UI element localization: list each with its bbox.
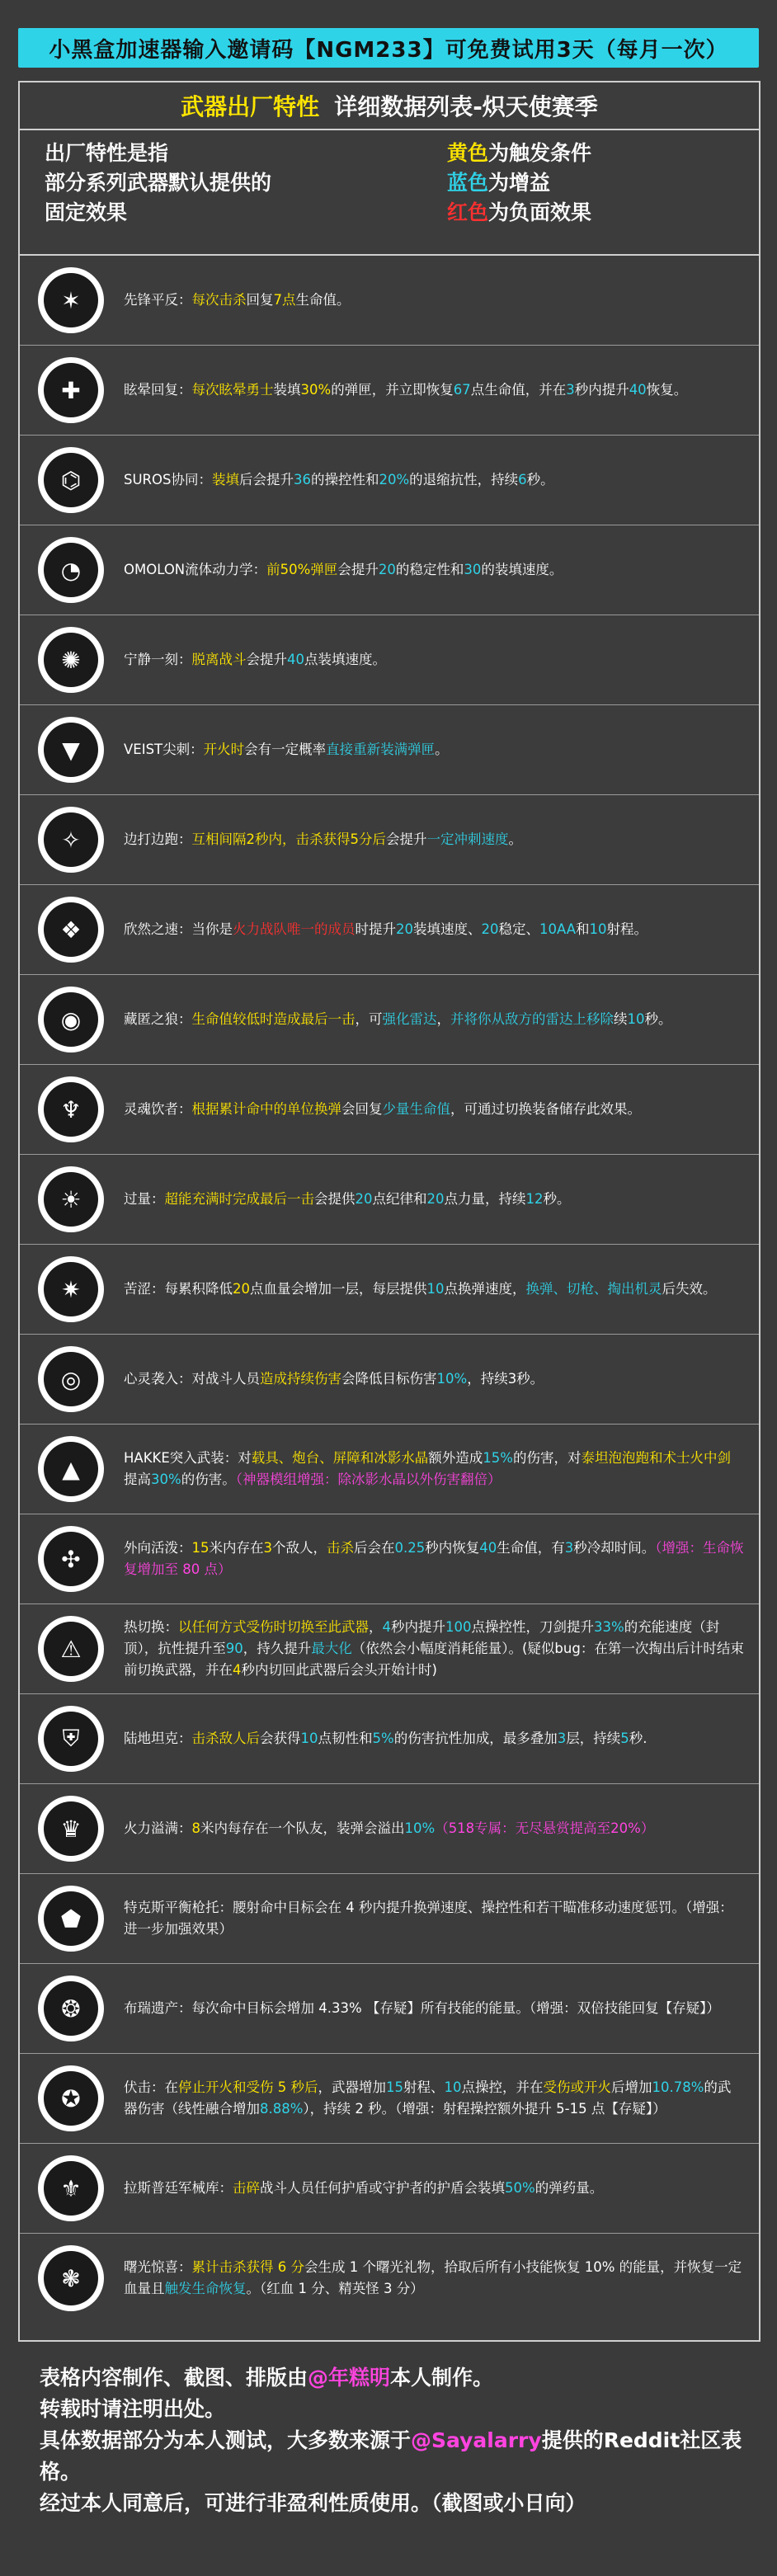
perk-row — [20, 1874, 759, 1964]
heart-drop-icon: ✚ — [38, 357, 104, 423]
dawn-light-icon: ❃ — [38, 2245, 104, 2311]
dagger-circle-icon: ✧ — [38, 807, 104, 873]
perk-description: 布瑞遗产：每次命中目标会增加 4.33% 【存疑】所有技能的能量。（增强：双倍技能回复【存疑】） — [124, 2000, 720, 2016]
land-tank-icon: ⛨ — [38, 1706, 104, 1772]
mind-eye-icon: ◎ — [38, 1346, 104, 1412]
legend-line: 固定效果 — [45, 200, 128, 224]
footer-line: 表格内容制作、截图、排版由@年糕明本人制作。 — [40, 2366, 494, 2390]
perk-row — [20, 795, 759, 885]
perk-description: 心灵袭入：对战斗人员造成持续伤害会降低目标伤害10%，持续3秒。 — [124, 1371, 544, 1387]
perk-row — [20, 2144, 759, 2234]
suros-logo-icon: ⌬ — [38, 447, 104, 513]
perk-description: 陆地坦克：击杀敌人后会获得10点韧性和5%的伤害抗性加成，最多叠加3层，持续5秒. — [124, 1731, 648, 1746]
perk-description: OMOLON流体动力学：前50%弹匣会提升20的稳定性和30的装填速度。 — [124, 562, 563, 577]
perk-description: 曙光惊喜：累计击杀获得 6 分会生成 1 个曙光礼物，拾取后所有小技能恢复 10% 的能量，并恢复一定血量且触发生命恢复。（红血 1 分、精英怪 3 分） — [124, 2259, 742, 2296]
perk-row — [20, 615, 759, 705]
omolon-logo-icon: ◔ — [38, 537, 104, 603]
perk-description: HAKKE突入武装：对载具、炮台、屏障和冰影水晶额外造成15%的伤害，对泰坦泡泡跑和术士火中剑提高30%的伤害。（神器模组增强：除冰影水晶以外伤害翻倍） — [124, 1450, 731, 1487]
perk-row — [20, 1604, 759, 1694]
perk-row — [20, 885, 759, 975]
footer-line: 具体数据部分为本人测试，大多数来源于@Sayalarry提供的Reddit社区表格。 — [40, 2428, 742, 2484]
perk-description: 特克斯平衡枪托：腰射命中目标会在 4 秒内提升换弹速度、操控性和若干瞄准移动速度惩罚。（增强：进一步加强效果） — [124, 1900, 733, 1937]
perk-description: 伏击：在停止开火和受伤 5 秒后，武器增加15射程、10点操控，并在受伤或开火后增加10.78%的武器伤害（线性融合增加8.88%），持续 2 秒。（增强：射程操控额外提升 5-15 点【存疑】） — [124, 2079, 732, 2117]
perk-description: VEIST尖刺：开火时会有一定概率直接重新装满弹匣。 — [124, 742, 449, 757]
color-key-blue: 蓝色为增益 — [447, 171, 551, 195]
color-key-yellow: 黄色为触发条件 — [447, 141, 592, 165]
footer-line: 经过本人同意后，可进行非盈利性质使用。（截图或小日向） — [40, 2491, 586, 2515]
lasbay-armory-icon: ⚜ — [38, 2155, 104, 2221]
perk-row — [20, 1335, 759, 1425]
perk-row — [20, 256, 759, 346]
legend-line: 出厂特性是指 — [45, 141, 169, 165]
perk-row — [20, 1964, 759, 2054]
outward-calm-icon: ✣ — [38, 1526, 104, 1592]
perk-row — [20, 1784, 759, 1874]
title-highlight: 武器出厂特性 — [181, 93, 320, 120]
perk-row — [20, 1245, 759, 1335]
fang-icon: ▼ — [38, 717, 104, 783]
perk-rows — [20, 256, 759, 2323]
perk-description: 灵魂饮者：根据累计命中的单位换弹会回复少量生命值，可通过切换装备储存此效果。 — [124, 1101, 641, 1117]
hakke-logo-icon: ▲ — [38, 1436, 104, 1502]
hot-swap-icon: ⚠ — [38, 1616, 104, 1682]
perk-row — [20, 1694, 759, 1784]
table-title — [20, 82, 759, 130]
perk-description: 热切换：以任何方式受伤时切换至此武器，4秒内提升100点操控性，刀剑提升33%的充能速度（封顶），抗性提升至90，持久提升最大化（依然会小幅度消耗能量）。(疑似bug：在第一次掏出后计时结束前切换武器，并在4秒内切回此武器后会头开始计时) — [124, 1619, 744, 1678]
title-main: 详细数据列表-炽天使赛季 — [334, 93, 598, 120]
perk-row — [20, 2234, 759, 2323]
perk-description: 宁静一刻：脱离战斗会提升40点装填速度。 — [124, 652, 386, 667]
perk-row — [20, 525, 759, 615]
perk-description: 藏匿之狼：生命值较低时造成最后一击，可强化雷达，并将你从敌方的雷达上移除续10秒。 — [124, 1011, 672, 1027]
perk-description: SUROS协同：装填后会提升36的操控性和20%的退缩抗性，持续6秒。 — [124, 472, 554, 487]
overload-sun-icon: ☀ — [38, 1166, 104, 1232]
soul-chalice-icon: ♆ — [38, 1076, 104, 1142]
bitter-claw-icon: ✷ — [38, 1256, 104, 1322]
perk-row — [20, 436, 759, 525]
perk-description: 先锋平反：每次击杀回复7点生命值。 — [124, 292, 351, 308]
footer-line: 转载时请注明出处。 — [40, 2397, 226, 2421]
color-key — [447, 139, 591, 228]
legend-line: 部分系列武器默认提供的 — [45, 171, 272, 195]
balance-shield-icon: ⬟ — [38, 1886, 104, 1952]
perk-description: 眩晕回复：每次眩晕勇士装填30%的弹匣，并立即恢复67点生命值，并在3秒内提升40恢复。 — [124, 382, 688, 398]
perk-description: 边打边跑：互相间隔2秒内，击杀获得5分后会提升一定冲刺速度。 — [124, 831, 522, 847]
crosshair-burst-icon: ✶ — [38, 267, 104, 333]
perk-row — [20, 1514, 759, 1604]
perk-row — [20, 705, 759, 795]
ambush-target-icon: ✪ — [38, 2065, 104, 2131]
invite-code-banner: 小黑盒加速器输入邀请码【NGM233】可免费试用3天（每月一次） — [18, 28, 759, 68]
perk-table — [18, 81, 761, 2342]
perk-row — [20, 975, 759, 1065]
brain-legacy-icon: ❂ — [38, 1976, 104, 2041]
perk-description: 火力溢满：8米内每存在一个队友，装弹会溢出10%（518专属：无尽悬赏提高至20%） — [124, 1820, 655, 1836]
perk-row — [20, 346, 759, 436]
perk-description: 苦涩：每累积降低20点血量会增加一层，每层提供10点换弹速度，换弹、切枪、掏出机灵后失效。 — [124, 1281, 717, 1297]
perk-row — [20, 1155, 759, 1245]
winged-orb-icon: ❖ — [38, 897, 104, 963]
legend-description — [45, 139, 271, 228]
radar-wolf-icon: ◉ — [38, 987, 104, 1053]
trophy-icon: ♛ — [38, 1796, 104, 1862]
perk-description: 过量：超能充满时完成最后一击会提供20点纪律和20点力量，持续12秒。 — [124, 1191, 571, 1207]
calm-swirl-icon: ✺ — [38, 627, 104, 693]
perk-row — [20, 1065, 759, 1155]
perk-description: 外向活泼：15米内存在3个敌人，击杀后会在0.25秒内恢复40生命值，有3秒冷却时间。（增强：生命恢复增加至 80 点） — [124, 1540, 744, 1577]
legend-section — [20, 130, 759, 256]
perk-description: 欣然之速：当你是火力战队唯一的成员时提升20装填速度、20稳定、10AA和10射程。 — [124, 921, 648, 937]
perk-row — [20, 2054, 759, 2144]
color-key-red: 红色为负面效果 — [447, 200, 592, 224]
credits-footer — [40, 2362, 777, 2519]
perk-description: 拉斯普廷军械库：击碎战斗人员任何护盾或守护者的护盾会装填50%的弹药量。 — [124, 2180, 604, 2196]
perk-row — [20, 1425, 759, 1514]
